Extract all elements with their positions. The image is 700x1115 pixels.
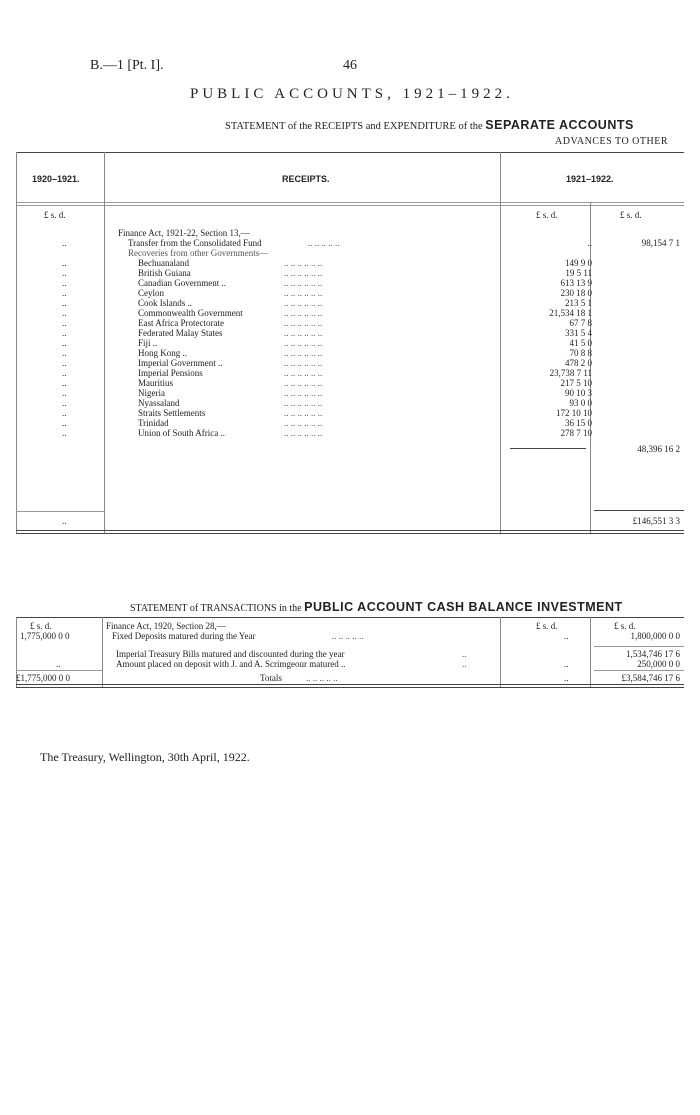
prior-year-value: .. (62, 308, 67, 318)
statement-heading (225, 118, 634, 132)
totals-left: £1,775,000 0 0 (16, 673, 70, 683)
grand-total-row (16, 516, 684, 526)
row-total: 250,000 0 0 (637, 659, 680, 669)
prior-year-value: .. (62, 238, 67, 248)
row-label: Hong Kong .. (138, 348, 187, 358)
leader-dots: .. (462, 649, 467, 659)
table-rule (16, 152, 684, 153)
row-label: Imperial Treasury Bills matured and discounted during the year (116, 649, 345, 659)
statement2-prefix: STATEMENT of TRANSACTIONS in the (130, 603, 302, 614)
table-rule (16, 617, 684, 618)
row-amount: 19 5 11 (565, 268, 592, 278)
receipts-table (16, 152, 684, 534)
currency-header-amount: £ s. d. (536, 210, 558, 220)
row-amount: 278 7 10 (560, 428, 592, 438)
row-amount: 93 0 0 (569, 398, 592, 408)
row-label: Transfer from the Consolidated Fund (128, 238, 262, 248)
page-number: 46 (343, 58, 357, 73)
leader-dots: .. .. .. .. .. .. (284, 298, 323, 308)
row-label: Recoveries from other Governments— (128, 248, 269, 258)
prior-year-value: .. (62, 348, 67, 358)
totals-amount: .. (564, 673, 569, 683)
currency-header-total: £ s. d. (614, 621, 636, 631)
currency-header-total: £ s. d. (620, 210, 642, 220)
currency-header-amount: £ s. d. (536, 621, 558, 631)
list-item (16, 278, 684, 288)
list-item (16, 338, 684, 348)
prior-year-value: .. (62, 328, 67, 338)
row-amount: .. (564, 659, 569, 669)
row-amount: 217 5 10 (560, 378, 592, 388)
list-item (16, 288, 684, 298)
row-amount: 23,738 7 11 (549, 368, 592, 378)
row-amount: 41 5 0 (569, 338, 592, 348)
leader-dots: .. .. .. .. .. .. (284, 398, 323, 408)
list-item (16, 418, 684, 428)
list-item (16, 388, 684, 398)
col-header-1921: 1921–1922. (566, 174, 614, 184)
leader-dots: .. (462, 659, 467, 669)
list-item (16, 298, 684, 308)
row-total: 1,534,746 17 6 (626, 649, 680, 659)
leader-dots: .. .. .. .. .. .. (284, 318, 323, 328)
table-rule (16, 670, 102, 671)
currency-header-left: £ s. d. (44, 210, 66, 220)
prior-year-value: .. (62, 258, 67, 268)
cash-balance-table (16, 617, 684, 687)
prior-year-value: .. (62, 318, 67, 328)
row-label: Bechuanaland (138, 258, 189, 268)
row-label: Trinidad (138, 418, 169, 428)
prior-year-value: .. (62, 288, 67, 298)
leader-dots: .. .. .. .. .. .. (284, 428, 323, 438)
row-total: 1,800,000 0 0 (630, 631, 680, 641)
leader-dots: .. .. .. .. .. (308, 238, 340, 248)
leader-dots: .. .. .. .. .. (306, 673, 338, 683)
table-rule (16, 511, 104, 512)
row-amount: 90 10 3 (565, 388, 592, 398)
prior-year-value: .. (62, 418, 67, 428)
list-item (16, 318, 684, 328)
row-label: Fiji .. (138, 338, 158, 348)
list-item (16, 358, 684, 368)
recoveries-total: 48,396 16 2 (637, 444, 680, 454)
row-label: British Guiana (138, 268, 191, 278)
leader-dots: .. .. .. .. .. .. (284, 408, 323, 418)
row-amount: 478 2 0 (565, 358, 592, 368)
row-amount: 36 15 0 (565, 418, 592, 428)
prior-year-value: .. (62, 368, 67, 378)
row-label: Mauritius (138, 378, 173, 388)
leader-dots: .. .. .. .. .. .. (284, 358, 323, 368)
table-rule (16, 530, 684, 531)
statement2-heading (130, 600, 623, 614)
list-item (16, 378, 684, 388)
recoveries-total-row (16, 444, 684, 454)
section-title: Finance Act, 1921-22, Section 13,— (118, 228, 250, 238)
statement-heading-bold: SEPARATE ACCOUNTS (485, 118, 634, 132)
list-item (16, 258, 684, 268)
row-label: Amount placed on deposit with J. and A. Scrimgeour matured .. (116, 659, 346, 669)
total-rule (594, 510, 684, 511)
list-item (16, 348, 684, 358)
row-label: Canadian Government .. (138, 278, 226, 288)
leader-dots: .. .. .. .. .. .. (284, 368, 323, 378)
leader-dots: .. .. .. .. .. .. (284, 288, 323, 298)
leader-dots: .. .. .. .. .. .. (284, 308, 323, 318)
prior-year-value: .. (62, 378, 67, 388)
table-rule (16, 202, 684, 203)
document-reference: B.—1 [Pt. I]. (90, 58, 164, 73)
row-label: Union of South Africa .. (138, 428, 225, 438)
prior-year-value: .. (56, 659, 61, 669)
list-item (16, 308, 684, 318)
footer-signoff: The Treasury, Wellington, 30th April, 1922. (40, 750, 250, 764)
row-total: 98,154 7 1 (641, 238, 680, 248)
totals-total: £3,584,746 17 6 (621, 673, 680, 683)
table-rule (16, 687, 684, 688)
leader-dots: .. .. .. .. .. .. (284, 278, 323, 288)
row-amount: .. (564, 631, 569, 641)
section-title: Finance Act, 1920, Section 28,— (106, 621, 226, 631)
row-amount: 21,534 18 1 (549, 308, 592, 318)
totals-label: Totals (260, 673, 282, 683)
leader-dots: .. .. .. .. .. .. (284, 378, 323, 388)
row-label: Federated Malay States (138, 328, 223, 338)
prior-year-value: 1,775,000 0 0 (20, 631, 70, 641)
list-item (16, 428, 684, 438)
list-item (16, 268, 684, 278)
col-header-receipts: RECEIPTS. (282, 174, 330, 184)
row-label: Imperial Pensions (138, 368, 203, 378)
leader-dots: .. .. .. .. .. .. (284, 388, 323, 398)
list-item (16, 408, 684, 418)
prior-year-value: .. (62, 398, 67, 408)
row-label: Imperial Government .. (138, 358, 223, 368)
prior-year-value: .. (62, 408, 67, 418)
statement2-bold: PUBLIC ACCOUNT CASH BALANCE INVESTMENT (304, 600, 623, 614)
prior-year-total: .. (62, 516, 67, 526)
prior-year-value: .. (62, 278, 67, 288)
prior-year-value: .. (62, 268, 67, 278)
grand-total: £146,551 3 3 (632, 516, 680, 526)
row-amount: 213 5 1 (565, 298, 592, 308)
transfer-row (16, 238, 684, 248)
row-amount: .. (587, 238, 592, 248)
recoveries-heading-row (16, 248, 684, 258)
list-item (16, 328, 684, 338)
currency-header-left: £ s. d. (30, 621, 52, 631)
row-amount: 230 18 0 (560, 288, 592, 298)
row-label: Ceylon (138, 288, 164, 298)
table-rule (590, 617, 591, 687)
row-amount: 331 5 4 (565, 328, 592, 338)
row-amount: 149 9 0 (565, 258, 592, 268)
row-label: Commonwealth Government (138, 308, 243, 318)
table-rule (500, 617, 501, 687)
row-label: Nigeria (138, 388, 165, 398)
row-label: Nyassaland (138, 398, 180, 408)
table-rule (16, 684, 684, 685)
leader-dots: .. .. .. .. .. .. (284, 258, 323, 268)
leader-dots: .. .. .. .. .. .. (284, 338, 323, 348)
table-rule (594, 670, 684, 671)
list-item (16, 368, 684, 378)
statement-heading-prefix: STATEMENT of the RECEIPTS and EXPENDITURE of the (225, 121, 483, 132)
row-amount: 172 10 10 (556, 408, 592, 418)
table-rule (16, 205, 684, 206)
row-amount: 70 8 8 (569, 348, 592, 358)
leader-dots: .. .. .. .. .. (332, 631, 364, 641)
row-amount: 67 7 8 (569, 318, 592, 328)
leader-dots: .. .. .. .. .. .. (284, 268, 323, 278)
row-label: Cook Islands .. (138, 298, 192, 308)
table-rule (16, 533, 684, 534)
row-amount: 613 13 9 (560, 278, 592, 288)
leader-dots: .. .. .. .. .. .. (284, 348, 323, 358)
prior-year-value: .. (62, 388, 67, 398)
prior-year-value: .. (62, 338, 67, 348)
leader-dots: .. .. .. .. .. .. (284, 328, 323, 338)
row-label: East Africa Protectorate (138, 318, 224, 328)
statement-heading-line2: ADVANCES TO OTHER (555, 136, 668, 147)
leader-dots: .. .. .. .. .. .. (284, 418, 323, 428)
table-rule (594, 646, 684, 647)
prior-year-value: .. (62, 358, 67, 368)
row-label: Fixed Deposits matured during the Year (112, 631, 256, 641)
prior-year-value: .. (62, 298, 67, 308)
section-title-row (16, 228, 684, 238)
page-title: PUBLIC ACCOUNTS, 1921–1922. (190, 86, 514, 102)
row-label: Straits Settlements (138, 408, 206, 418)
list-item (16, 398, 684, 408)
prior-year-value: .. (62, 428, 67, 438)
table-rule (102, 617, 103, 687)
col-header-1920: 1920–1921. (32, 174, 80, 184)
